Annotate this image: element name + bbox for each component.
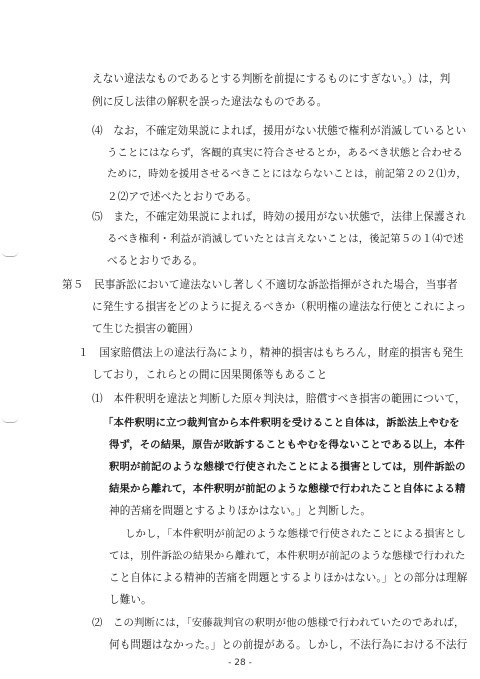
text-line: ⑸ また，不確定効果説によれば，時効の援用がない状態で，法律上保護され xyxy=(92,211,467,223)
text-line: に発生する損害をどのように捉えるべきか（釈明権の違法な行使とこれによっ xyxy=(92,301,467,313)
scan-mark xyxy=(2,252,18,257)
text-line: ⑵ この判断には，「安藤裁判官の釈明が他の態様で行われていたのであれば， xyxy=(92,617,465,629)
text-line: ⑷ なお，不確定効果説によれば，援用がない状態で権利が消滅しているとい xyxy=(92,125,467,137)
quote-line: 「本件釈明に立つ裁判官から本件釈明を受けること自体は，訴訟法上やむを xyxy=(103,417,460,429)
text-line: こと自体による精神的苦痛を問題とするよりほかはない。」との部分は理解 xyxy=(109,572,468,584)
text-line: うことにはならず，客観的真実に符合させるとか，あるべき状態と合わせる xyxy=(107,147,463,159)
text-line: １ 国家賠償法上の違法行為により，精神的損害はもちろん，財産的損害も発生 xyxy=(78,347,464,359)
text-line: ために，時効を援用させるべきことにはならないことは，前記第２の２⑴カ， xyxy=(107,169,467,180)
quote-line: 得ず，その結果，原告が敗訴することもやむを得ないことである以上，本件 xyxy=(109,439,465,451)
scan-mark xyxy=(2,418,18,423)
text-line: ては，別件訴訟の結果から離れて，本件釈明が前記のような態様で行われた xyxy=(109,550,466,562)
text-line: 例に反し法律の解釈を誤った違法なものである。 xyxy=(92,96,328,108)
quote-line: 釈明が前記のような態様で行使されたことによる損害としては，別件訴訟の xyxy=(109,461,466,473)
quote-line: 結果から離れて，本件釈明が前記のような態様で行われたこと自体による精 xyxy=(109,483,466,495)
section-heading: 第５ 民事訴訟において違法ないし著しく不適切な訴訟指揮がされた場合，当事者 xyxy=(62,279,458,291)
text-line: ２⑵アで述べたとおりである。 xyxy=(107,191,258,203)
text-line: し難い。 xyxy=(109,594,152,606)
text-line: ⑴ 本件釈明を違法と判断した原々判決は，賠償すべき損害の範囲について， xyxy=(92,393,466,405)
text-line: 何も問題はなかった。」との前提がある。しかし，不法行為における不法行 xyxy=(109,639,468,651)
text-line: しかし，「本件釈明が前記のような態様で行使されたことによる損害とし xyxy=(125,528,466,540)
text-line: べるとおりである。 xyxy=(107,255,204,267)
text-line: て生じた損害の範囲） xyxy=(92,323,199,335)
text-line: えない違法なものであるとする判断を前提にするものにすぎない。）は，判 xyxy=(92,73,451,85)
text-line: 神的苦痛を問題とするよりほかはない。」と判断した。 xyxy=(109,505,372,517)
page-number: - 28 - xyxy=(228,658,252,668)
text-line: るべき権利・利益が消滅していたとは言えないことは，後記第５の１⑷で述 xyxy=(107,233,464,245)
text-line: しており，これらとの間に因果関係等もあること xyxy=(92,369,328,381)
